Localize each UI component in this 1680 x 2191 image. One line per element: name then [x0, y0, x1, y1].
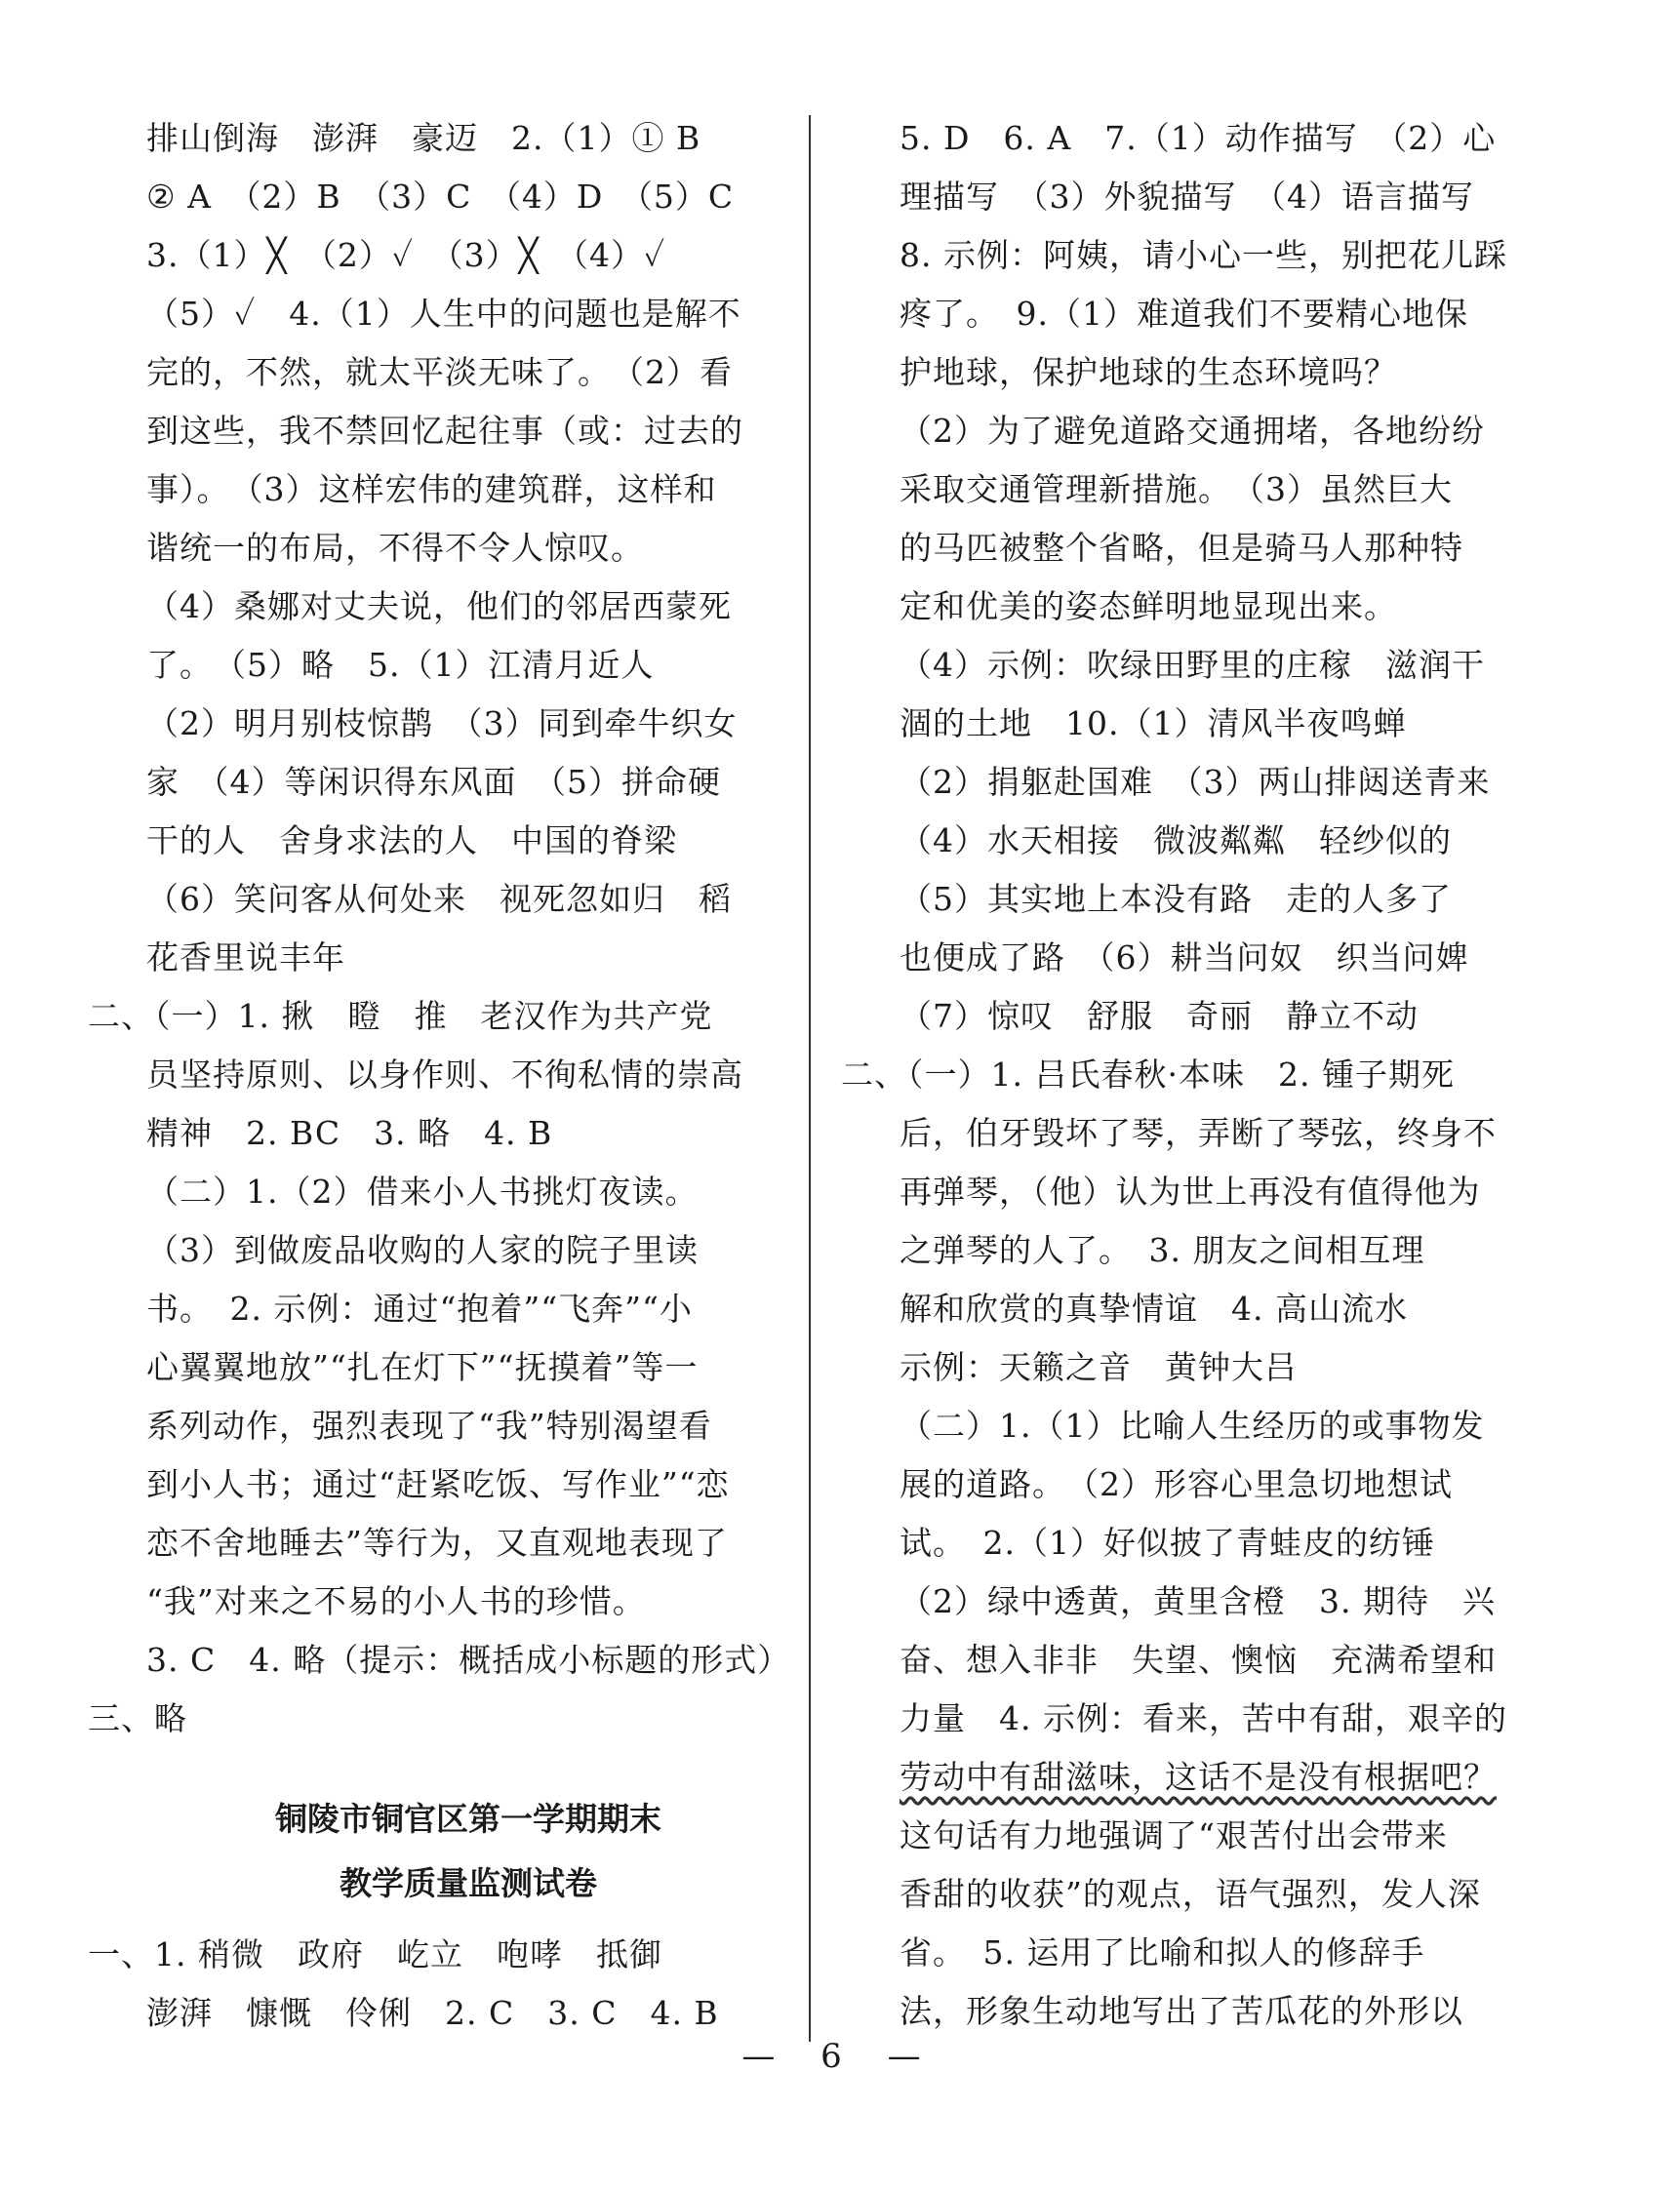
answer-line: 奋、想入非非 失望、懊恼 充满希望和	[900, 1641, 1497, 1679]
answer-line: （2）捐躯赴国难 （3）两山排闼送青来	[900, 763, 1491, 801]
answer-line: 之弹琴的人了。 3. 朋友之间相互理	[900, 1231, 1425, 1269]
answer-line: 试。 2.（1）好似披了青蛙皮的纺锤	[900, 1524, 1435, 1562]
right-column	[841, 109, 1507, 2041]
answer-line: 法，形象生动地写出了苦瓜花的外形以	[900, 1992, 1463, 2030]
answer-line: 事）。 （3）这样宏伟的建筑群，这样和	[146, 470, 717, 508]
answer-line: 系列动作，强烈表现了“我”特别渴望看	[146, 1407, 712, 1445]
answer-line: 3. C 4. 略（提示：概括成小标题的形式）	[146, 1641, 791, 1679]
answer-line: 完的，不然，就太平淡无味了。 （2）看	[146, 353, 733, 391]
answer-line: 恋不舍地睡去”等行为，又直观地表现了	[146, 1524, 728, 1562]
page-number: — 6 —	[741, 2037, 939, 2076]
answer-line: 这句话有力地强调了“艰苦付出会带来	[900, 1816, 1448, 1854]
answer-line: 8. 示例：阿姨，请小心一些，别把花儿踩	[900, 236, 1507, 274]
answer-line: （6）笑问客从何处来 视死忽如归 稻	[146, 880, 732, 918]
answer-line: 到这些，我不禁回忆起往事（或：过去的	[146, 412, 743, 450]
answer-line: （5）✓ 4.（1）人生中的问题也是解不	[146, 295, 741, 333]
answer-line: 心翼翼地放”“扎在灯下”“抚摸着”等一	[146, 1348, 699, 1386]
answer-line: 家 （4）等闲识得东风面 （5）拼命硬	[146, 763, 721, 801]
answer-line: 展的道路。 （2）形容心里急切地想试	[900, 1465, 1453, 1503]
answer-line: 到小人书；通过“赶紧吃饭、写作业”“恋	[146, 1465, 730, 1503]
answer-line: 二、（一）1. 吕氏春秋·本味 2. 锺子期死	[841, 1056, 1455, 1094]
section-title: 教学质量监测试卷	[340, 1864, 597, 1902]
answer-line: 解和欣赏的真挚情谊 4. 高山流水	[900, 1290, 1408, 1328]
answer-line: （5）其实地上本没有路 走的人多了	[900, 880, 1452, 918]
answer-line: ② A （2）B （3）C （4）D （5）C	[146, 178, 735, 216]
section-spacer	[146, 1748, 790, 1787]
answer-line: （3）到做废品收购的人家的院子里读	[146, 1231, 699, 1269]
answer-line: 的马匹被整个省略，但是骑马人那种特	[900, 529, 1463, 567]
left-column	[88, 109, 791, 2043]
answer-line: 再弹琴，（他）认为世上再没有值得他为	[900, 1173, 1481, 1211]
answer-line: 劳动中有甜滋味，这话不是没有根据吧？	[900, 1758, 1497, 1796]
answer-line: 示例：天籁之音 黄钟大吕	[900, 1348, 1298, 1386]
answer-line: 力量 4. 示例：看来，苦中有甜，艰辛的	[900, 1699, 1507, 1737]
section-spacer	[146, 1916, 790, 1926]
answer-line: 护地球，保护地球的生态环境吗？	[900, 353, 1397, 391]
answer-line: 涸的土地 10.（1）清风半夜鸣蝉	[900, 704, 1407, 742]
answer-line: 书。 2. 示例：通过“抱着”“飞奔”“小	[146, 1290, 693, 1328]
answer-line: 澎湃 慷慨 伶俐 2. C 3. C 4. B	[146, 1994, 719, 2032]
answer-line: 香甜的收获”的观点，语气强烈，发人深	[900, 1875, 1481, 1913]
column-divider	[809, 115, 811, 2042]
answer-line: （7）惊叹 舒服 奇丽 静立不动	[900, 997, 1419, 1035]
answer-line: 员坚持原则、以身作则、不徇私情的崇高	[146, 1056, 743, 1094]
answer-line: 采取交通管理新措施。 （3）虽然巨大	[900, 470, 1453, 508]
answer-line: （2）绿中透黄，黄里含橙 3. 期待 兴	[900, 1582, 1496, 1620]
answer-line: 三、略	[88, 1699, 187, 1737]
answer-line: 省。 5. 运用了比喻和拟人的修辞手	[900, 1933, 1425, 1972]
answer-line: （4）桑娜对丈夫说，他们的邻居西蒙死	[146, 587, 732, 625]
section-title: 铜陵市铜官区第一学期期末	[275, 1800, 661, 1838]
answer-line: 干的人 舍身求法的人 中国的脊梁	[146, 821, 677, 859]
answer-line: （二）1.（2）借来小人书挑灯夜读。	[146, 1173, 699, 1211]
answer-line: 一、1. 稍微 政府 屹立 咆哮 抵御	[88, 1935, 662, 1973]
answer-line: 5. D 6. A 7.（1）动作描写 （2）心	[900, 119, 1497, 157]
answer-line: 了。 （5）略 5.（1）江清月近人	[146, 646, 655, 684]
answer-line: “我”对来之不易的小人书的珍惜。	[146, 1582, 646, 1620]
answer-line: （4）水天相接 微波粼粼 轻纱似的	[900, 821, 1452, 859]
answer-line: （2）明月别枝惊鹊 （3）同到牵牛织女	[146, 704, 738, 742]
answer-line: 也便成了路 （6）耕当问奴 织当问婢	[900, 938, 1469, 976]
answer-line: 花香里说丰年	[146, 938, 345, 976]
answer-line: 定和优美的姿态鲜明地显现出来。	[900, 587, 1397, 625]
answer-line: 精神 2. BC 3. 略 4. B	[146, 1114, 553, 1152]
answer-line: 疼了。 9.（1）难道我们不要精心地保	[900, 295, 1468, 333]
answer-line: （二）1.（1）比喻人生经历的或事物发	[900, 1407, 1485, 1445]
answer-line: 二、（一）1. 揪 瞪 推 老汉作为共产党	[88, 997, 713, 1035]
answer-line: 3.（1）╳ （2）✓ （3）╳ （4）✓	[146, 236, 666, 274]
answer-line: 谐统一的布局，不得不令人惊叹。	[146, 529, 644, 567]
answer-line: （4）示例：吹绿田野里的庄稼 滋润干	[900, 646, 1485, 684]
answer-line: （2）为了避免道路交通拥堵，各地纷纷	[900, 412, 1485, 450]
answer-line: 排山倒海 澎湃 豪迈 2.（1）① B	[146, 119, 701, 157]
answer-line: 理描写 （3）外貌描写 （4）语言描写	[900, 178, 1474, 216]
answer-line: 后，伯牙毁坏了琴，弄断了琴弦，终身不	[900, 1114, 1497, 1152]
